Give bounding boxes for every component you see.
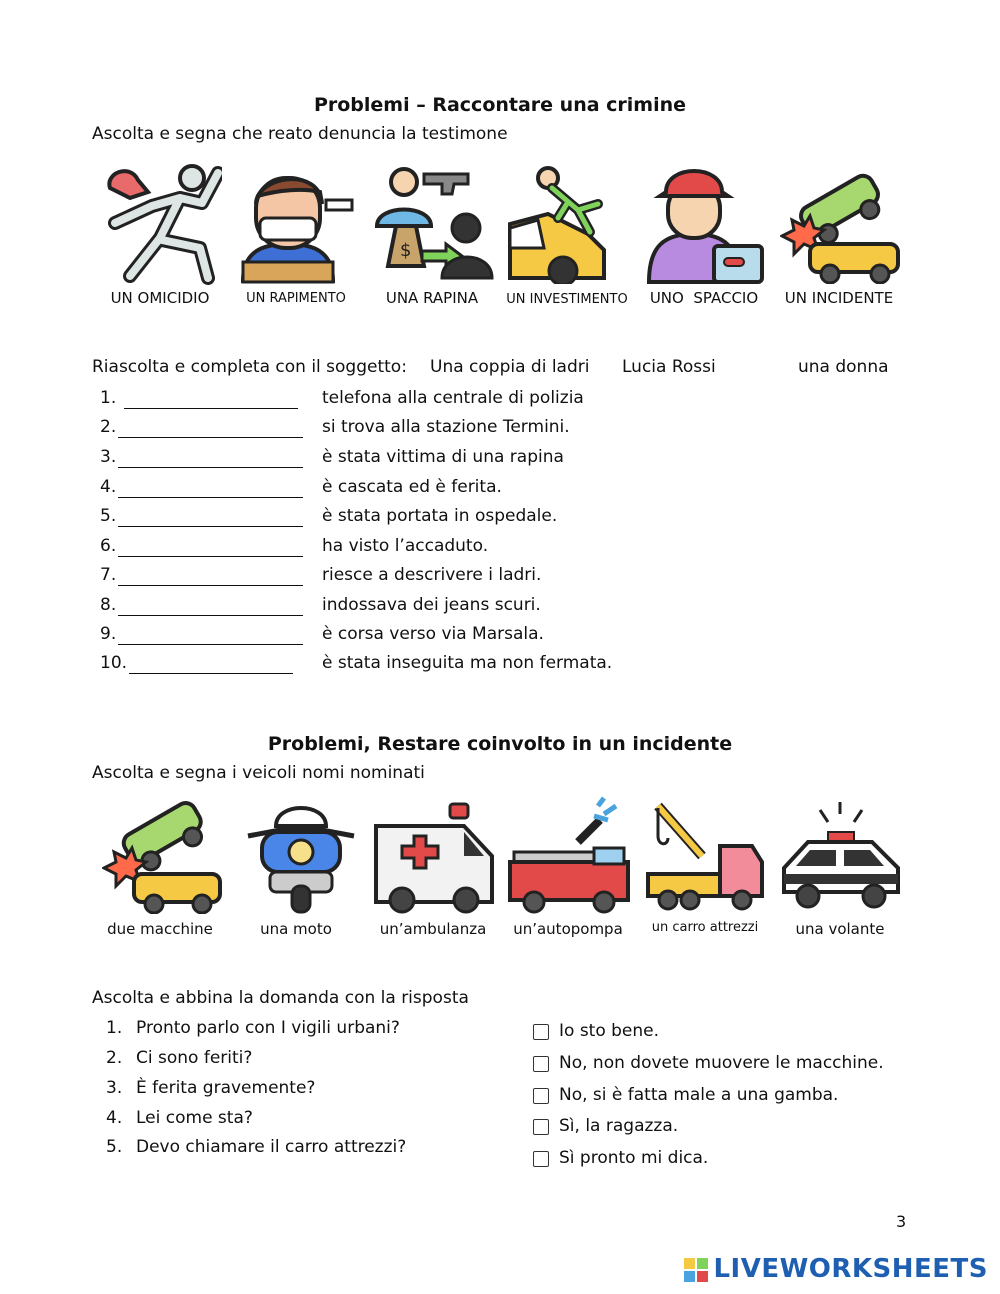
svg-text:$: $ xyxy=(400,240,412,261)
crime-label-1: UN OMICIDIO xyxy=(110,289,210,307)
police-car-icon[interactable] xyxy=(780,796,902,914)
item-text: indossava dei jeans scuri. xyxy=(322,595,541,615)
run-over-icon[interactable] xyxy=(508,166,630,284)
question-number: 3. xyxy=(106,1078,123,1098)
section1-title: Problemi – Raccontare una crimine xyxy=(313,94,687,116)
answer-checkbox[interactable] xyxy=(533,1119,549,1135)
answer-blank[interactable] xyxy=(129,655,293,674)
question-number: 4. xyxy=(106,1108,123,1128)
answer-checkbox[interactable] xyxy=(533,1088,549,1104)
item-number: 2. xyxy=(100,417,117,437)
item-number: 3. xyxy=(100,447,117,467)
fill-row xyxy=(100,388,900,414)
item-number: 1. xyxy=(100,388,117,408)
item-text: è stata portata in ospedale. xyxy=(322,506,558,526)
ambulance-icon[interactable] xyxy=(374,796,496,914)
answer-blank[interactable] xyxy=(118,626,303,645)
answer-blank[interactable] xyxy=(118,449,303,468)
fill-row xyxy=(100,595,900,621)
page-number: 3 xyxy=(896,1212,907,1231)
vehicle-label-3: un’ambulanza xyxy=(379,920,487,938)
section2-subtitle: Ascolta e segna i veicoli nomi nominati xyxy=(92,763,425,783)
item-text: è stata vittima di una rapina xyxy=(322,447,564,467)
crime-label-5: UNO SPACCIO xyxy=(649,289,759,307)
answer-checkbox[interactable] xyxy=(533,1151,549,1167)
subject-option-3: una donna xyxy=(798,357,889,377)
robbery-icon[interactable] xyxy=(374,166,496,284)
answer-checkbox[interactable] xyxy=(533,1056,549,1072)
crime-label-3: UNA RAPINA xyxy=(385,289,479,307)
answer-blank[interactable] xyxy=(118,538,303,557)
vehicle-label-2: una moto xyxy=(260,920,332,938)
tow-truck-icon[interactable] xyxy=(644,796,766,914)
crime-label-4: UN INVESTIMENTO xyxy=(506,292,628,307)
vehicle-label-4: un’autopompa xyxy=(513,920,623,938)
answer-blank[interactable] xyxy=(124,390,298,409)
two-cars-icon[interactable] xyxy=(102,796,224,914)
subject-option-1: Una coppia di ladri xyxy=(430,357,590,377)
crime-label-6: UN INCIDENTE xyxy=(784,289,894,307)
completion-instruction: Riascolta e completa con il soggetto: xyxy=(92,357,407,377)
item-number: 7. xyxy=(100,565,117,585)
fire-truck-icon[interactable] xyxy=(508,796,630,914)
item-text: è cascata ed è ferita. xyxy=(322,477,502,497)
fill-row xyxy=(100,624,900,650)
fill-row xyxy=(100,506,900,532)
section1-subtitle: Ascolta e segna che reato denuncia la testimone xyxy=(92,124,508,144)
item-number: 5. xyxy=(100,506,117,526)
answer-blank[interactable] xyxy=(118,479,303,498)
item-number: 4. xyxy=(100,477,117,497)
subject-option-2: Lucia Rossi xyxy=(622,357,716,377)
liveworksheets-brand[interactable] xyxy=(683,1254,988,1284)
fill-row xyxy=(100,653,900,679)
question-number: 2. xyxy=(106,1048,123,1068)
answer-checkbox[interactable] xyxy=(533,1024,549,1040)
question-text: Ci sono feriti? xyxy=(136,1048,253,1068)
crash-icon[interactable] xyxy=(780,166,902,284)
question-text: Devo chiamare il carro attrezzi? xyxy=(136,1137,407,1157)
answer-text: Io sto bene. xyxy=(559,1021,660,1041)
item-text: ha visto l’accaduto. xyxy=(322,536,489,556)
question-text: È ferita gravemente? xyxy=(136,1078,316,1098)
question-text: Lei come sta? xyxy=(136,1108,253,1128)
fill-row xyxy=(100,477,900,503)
item-text: riesce a descrivere i ladri. xyxy=(322,565,542,585)
question-number: 5. xyxy=(106,1137,123,1157)
item-text: si trova alla stazione Termini. xyxy=(322,417,570,437)
vehicle-label-5: un carro attrezzi xyxy=(651,920,759,935)
answer-blank[interactable] xyxy=(118,567,303,586)
vehicle-label-6: una volante xyxy=(795,920,885,938)
question-number: 1. xyxy=(106,1018,123,1038)
item-text: telefona alla centrale di polizia xyxy=(322,388,584,408)
brand-name: LIVEWORKSHEETS xyxy=(713,1254,988,1284)
question-text: Pronto parlo con I vigili urbani? xyxy=(136,1018,400,1038)
section2-title: Problemi, Restare coinvolto in un incidente xyxy=(267,733,733,755)
fill-row xyxy=(100,417,900,443)
item-text: è corsa verso via Marsala. xyxy=(322,624,544,644)
crime-label-2: UN RAPIMENTO xyxy=(246,291,346,306)
matching-instruction: Ascolta e abbina la domanda con la risposta xyxy=(92,988,469,1008)
kidnapping-icon[interactable] xyxy=(238,166,360,284)
motorbike-icon[interactable] xyxy=(240,796,362,914)
liveworksheets-logo-icon xyxy=(683,1257,709,1283)
answer-blank[interactable] xyxy=(118,508,303,527)
fill-row xyxy=(100,447,900,473)
item-number: 6. xyxy=(100,536,117,556)
vehicle-label-1: due macchine xyxy=(107,920,213,938)
answer-blank[interactable] xyxy=(118,419,303,438)
answer-blank[interactable] xyxy=(118,597,303,616)
item-number: 9. xyxy=(100,624,117,644)
answer-text: No, si è fatta male a una gamba. xyxy=(559,1085,839,1105)
drug-dealing-icon[interactable] xyxy=(644,166,766,284)
item-text: è stata inseguita ma non fermata. xyxy=(322,653,613,673)
homicide-icon[interactable] xyxy=(100,158,222,286)
fill-row xyxy=(100,536,900,562)
answer-text: Sì pronto mi dica. xyxy=(559,1148,709,1168)
fill-row xyxy=(100,565,900,591)
answer-text: No, non dovete muovere le macchine. xyxy=(559,1053,884,1073)
item-number: 8. xyxy=(100,595,117,615)
answer-text: Sì, la ragazza. xyxy=(559,1116,679,1136)
item-number: 10. xyxy=(100,653,128,673)
